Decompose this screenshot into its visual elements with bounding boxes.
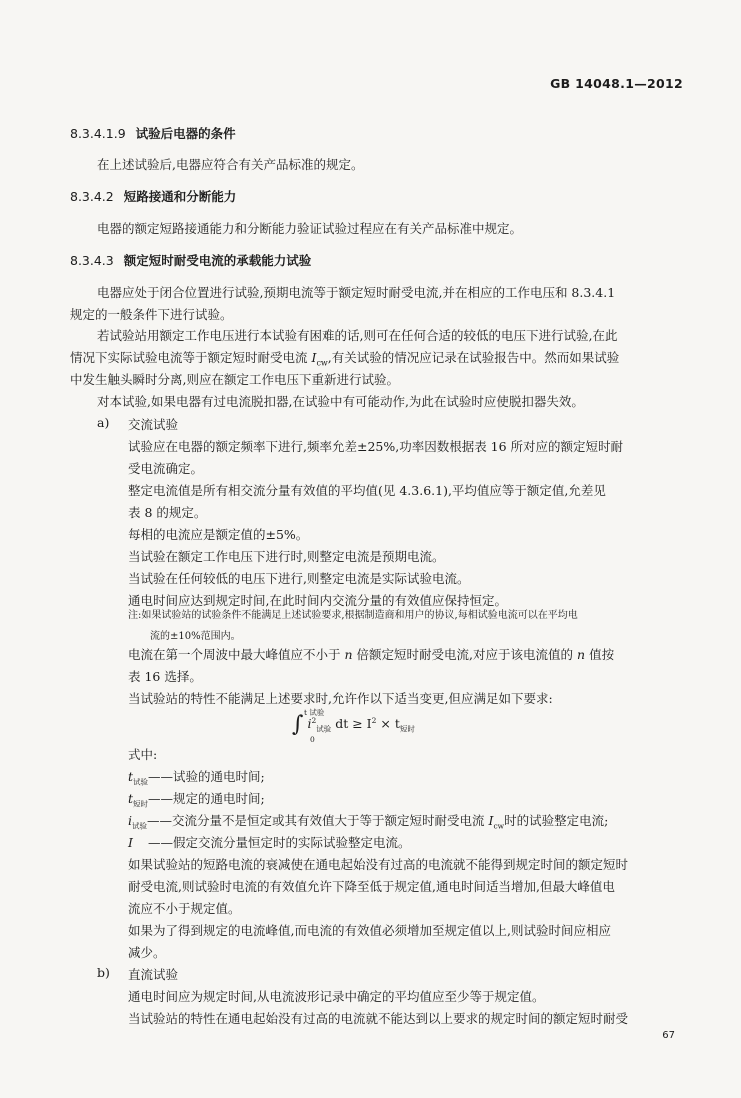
paragraph: 对本试验,如果电器有过电流脱扣器,在试验中有可能动作,为此在试验时应使脱扣器失效。 [97, 394, 584, 409]
paragraph: 电器的额定短路接通能力和分断能力验证试验过程应在有关产品标准中规定。 [97, 221, 523, 236]
definition-line [128, 811, 608, 832]
definition-text: ——假定交流分量恒定时的实际试验整定电流。 [148, 835, 411, 850]
list-marker-b: b) [97, 965, 110, 980]
icw-symbol: I [311, 350, 317, 365]
paragraph: 在上述试验后,电器应符合有关产品标准的规定。 [97, 157, 364, 172]
formula: ∫ $i^2_{试验}$ dt ≥ $I^2 \times t_{短时}$ [292, 712, 415, 737]
standard-number: GB 14048.1—2012 [550, 76, 683, 91]
definition-line [128, 767, 265, 788]
icw-subscript: cw [316, 358, 328, 368]
where-label: 式中: [128, 747, 158, 762]
list-line: 整定电流值是所有相交流分量有效值的平均值(见 4.3.6.1),平均值应等于额定值,允差见 [128, 483, 606, 498]
definition-symbol: I [128, 835, 133, 850]
list-title-dc-test: 直流试验 [128, 967, 179, 982]
text: 倍额定短时耐受电流,对应于该电流值的 [356, 647, 574, 662]
section-8-3-4-2-heading [70, 187, 236, 205]
paragraph-line: 若试验站用额定工作电压进行本试验有困难的话,则可在任何合适的较低的电压下进行试验,在此 [97, 328, 618, 343]
page-number: 67 [662, 1030, 675, 1041]
section-title: 短路接通和分断能力 [123, 189, 237, 204]
list-line: 当试验在额定工作电压下进行时,则整定电流是预期电流。 [128, 549, 445, 564]
list-line: 减少。 [128, 945, 166, 960]
n-symbol: n [577, 647, 586, 662]
text: 值按 [589, 647, 615, 662]
definition-text: ——规定的通电时间; [148, 791, 265, 806]
integral-sign-icon: ∫ [292, 712, 304, 737]
definition-symbol: t [128, 769, 134, 784]
list-marker-a: a) [97, 415, 110, 430]
section-title: 额定短时耐受电流的承载能力试验 [123, 253, 312, 268]
paragraph-line: 中发生触头瞬时分离,则应在额定工作电压下重新进行试验。 [70, 372, 399, 387]
definition-text: 时的试验整定电流; [504, 813, 609, 828]
definition-subscript: 试验 [132, 821, 147, 831]
definition-text: ——试验的通电时间; [148, 769, 265, 784]
list-title-ac-test: 交流试验 [128, 417, 179, 432]
section-number: 8.3.4.1.9 [70, 126, 126, 141]
formula-integrand: i [307, 716, 312, 731]
list-line: 受电流确定。 [128, 461, 204, 476]
list-line [128, 645, 614, 663]
icw-subscript: cw [493, 821, 505, 831]
definition-subscript: 短时 [133, 799, 149, 809]
n-symbol: n [344, 647, 353, 662]
definition-symbol: t [128, 791, 134, 806]
section-number: 8.3.4.2 [70, 189, 114, 204]
list-line: 如果为了得到规定的电流峰值,而电流的有效值必须增加至规定值以上,则试验时间应相应 [128, 923, 611, 938]
section-number: 8.3.4.3 [70, 253, 114, 268]
formula-integrand-subscript: 试验 [316, 724, 332, 734]
formula-dt: dt ≥ I [335, 716, 372, 731]
note-line: 注:如果试验站的试验条件不能满足上述试验要求,根据制造商和用户的协议,每相试验电流可以在平均电 [128, 610, 578, 621]
paragraph-line: 电器应处于闭合位置进行试验,预期电流等于额定短时耐受电流,并在相应的工作电压和 8.3.4.1 [97, 285, 616, 300]
definition-text: ——交流分量不是恒定或其有效值大于等于额定短时耐受电流 [147, 813, 485, 828]
list-line: 试验应在电器的额定频率下进行,频率允差±25%,功率因数根据表 16 所对应的额定短时耐 [128, 439, 624, 454]
list-line: 当试验在任何较低的电压下进行,则整定电流是实际试验电流。 [128, 571, 470, 586]
formula-upper-limit: t 试验 [304, 708, 325, 717]
definition-subscript: 试验 [133, 777, 149, 787]
list-line: 每相的电流应是额定值的±5%。 [128, 527, 309, 542]
list-line: 耐受电流,则试验时电流的有效值允许下降至低于规定值,通电时间适当增加,但最大峰值电 [128, 879, 615, 894]
section-8-3-4-1-9-heading [70, 124, 236, 142]
note-line: 流的±10%范围内。 [150, 631, 241, 642]
text: 电流在第一个周波中最大峰值应不小于 [128, 647, 341, 662]
definition-symbol: i [128, 813, 132, 828]
definition-line [128, 833, 411, 851]
icw-symbol: I [488, 813, 494, 828]
list-line: 通电时间应为规定时间,从电流波形记录中确定的平均值应至少等于规定值。 [128, 989, 545, 1004]
paragraph-line [70, 348, 619, 368]
definition-line [128, 789, 265, 810]
formula-lower-limit: 0 [310, 735, 315, 744]
text: ,有关试验的情况应记录在试验报告中。然而如果试验 [327, 350, 620, 365]
paragraph-line: 规定的一般条件下进行试验。 [70, 307, 233, 322]
list-line: 如果试验站的短路电流的衰减使在通电起始没有过高的电流就不能得到规定时间的额定短时 [128, 857, 629, 872]
list-line: 流应不小于规定值。 [128, 901, 241, 916]
list-line: 表 8 的规定。 [128, 505, 207, 520]
section-title: 试验后电器的条件 [135, 126, 236, 141]
formula-times: × t [380, 716, 400, 731]
list-line: 当试验站的特性在通电起始没有过高的电流就不能达到以上要求的规定时间的额定短时耐受 [128, 1011, 629, 1026]
list-line: 通电时间应达到规定时间,在此时间内交流分量的有效值应保持恒定。 [128, 593, 507, 608]
section-8-3-4-3-heading [70, 251, 311, 269]
formula-t-subscript: 短时 [399, 724, 415, 734]
list-line: 表 16 选择。 [128, 669, 202, 684]
list-line: 当试验站的特性不能满足上述要求时,允许作以下适当变更,但应满足如下要求: [128, 691, 553, 706]
text: 情况下实际试验电流等于额定短时耐受电流 [70, 350, 308, 365]
